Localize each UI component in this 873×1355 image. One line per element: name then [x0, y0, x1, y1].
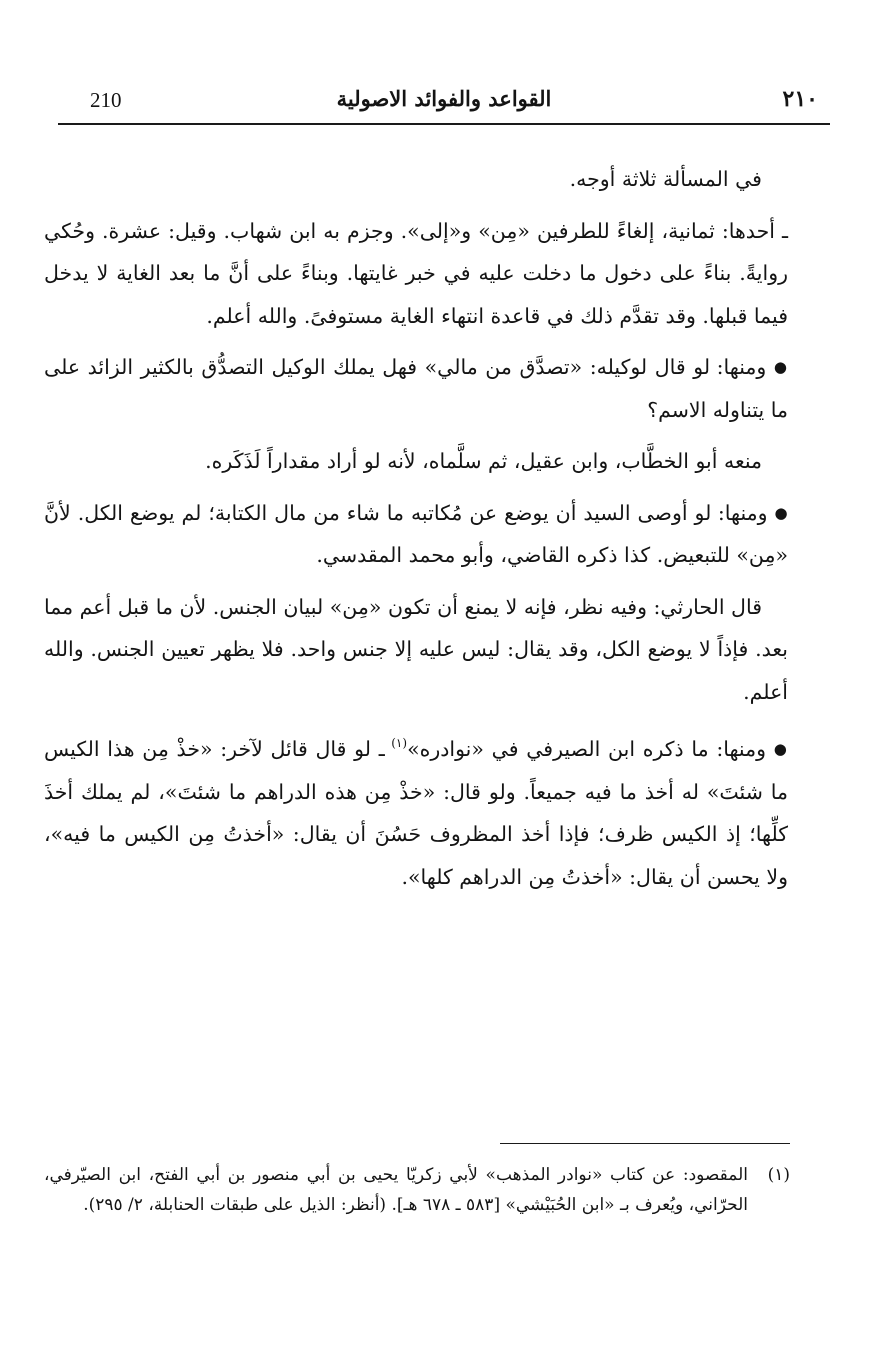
paragraph-text: ومنها: لو قال لوكيله: «تصدَّق من مالي» فهل يملك الوكيل التصدُّق بالكثير الزائد على ما يتناوله الاسم؟	[44, 355, 788, 422]
paragraph	[44, 586, 788, 714]
page-number-arabic: ٢١٠	[782, 86, 818, 112]
paragraph-text: ـ لو قال قائل لآخر: «خذْ مِن هذا الكيس ما شئتَ» له أخذ ما فيه جميعاً. ولو قال: «خذْ مِن هذه الدراهم ما شئتَ»، لم يملك أخذَ كلِّها؛ إذ الكيس ظرف؛ فإذا أخذ المظروف حَسُنَ أن يقال: «أخذتُ مِن الكيس ما فيه»، ولا يحسن أن يقال: «أخذتُ مِن الدراهم كلها».	[44, 737, 788, 889]
footnote-number: (١)	[767, 1165, 790, 1185]
paragraph-text: ومنها: ما ذكره ابن الصيرفي في «نوادره»	[407, 737, 766, 761]
footnote-text: المقصود: عن كتاب «نوادر المذهب» لأبي زكريّا يحيى بن أبي منصور بن أبي الفتح، ابن الصيّرفي، الحرّاني، ويُعرف بـ «ابن الحُبَيْشي» [٥٨٣ ـ ٦٧٨ هـ]. (أنظر: الذيل على طبقات الحنابلة، ٢/ ٢٩٥).	[44, 1165, 748, 1215]
bullet-icon: ●	[774, 503, 788, 522]
paragraph	[44, 492, 788, 577]
paragraph-text: منعه أبو الخطَّاب، وابن عقيل، ثم سلَّماه، لأنه لو أراد مقداراً لَذَكَره.	[205, 449, 762, 473]
paragraph	[44, 722, 788, 898]
paragraph	[44, 158, 788, 201]
main-text	[44, 158, 788, 907]
paragraph-text: ـ أحدها: ثمانية، إلغاءً للطرفين «مِن» و«إلى». وجزم به ابن شهاب. وقيل: عشرة. وحُكي روايةً. بناءً على دخول ما دخلت عليه في خبر غايتها. وبناءً على أنَّ ما بعد الغاية لا يدخل فيما قبلها. وقد تقدَّم ذلك في قاعدة انتهاء الغاية مستوفىً. والله أعلم.	[44, 218, 788, 328]
paragraph-text: ومنها: لو أوصى السيد أن يوضع عن مُكاتبه ما شاء من مال الكتابة؛ لم يوضع الكل. لأنَّ «مِن» للتبعيض. كذا ذكره القاضي، وأبو محمد المقدسي.	[44, 500, 788, 567]
footnote-separator	[500, 1143, 790, 1144]
bullet-icon: ●	[773, 358, 788, 376]
page-header	[58, 82, 830, 122]
paragraph	[44, 440, 788, 483]
paragraph-text: في المسألة ثلاثة أوجه.	[569, 167, 762, 191]
page-number-latin: 210	[90, 88, 122, 112]
bullet-icon: ●	[773, 740, 788, 758]
paragraph-text: قال الحارثي: وفيه نظر، فإنه لا يمنع أن تكون «مِن» لبيان الجنس. لأن ما قبل أعم مما بعد. فإذاً لا يوضع الكل، وقد يقال: ليس عليه إلا جنس واحد. فلا يظهر تعيين الجنس. والله أعلم.	[44, 594, 788, 704]
running-title: القواعد والفوائد الاصولية	[336, 86, 552, 111]
footnote-reference[interactable]: (١)	[391, 736, 408, 750]
footnote	[44, 1160, 790, 1220]
paragraph	[44, 346, 788, 431]
header-rule	[58, 123, 830, 125]
paragraph	[44, 210, 788, 338]
